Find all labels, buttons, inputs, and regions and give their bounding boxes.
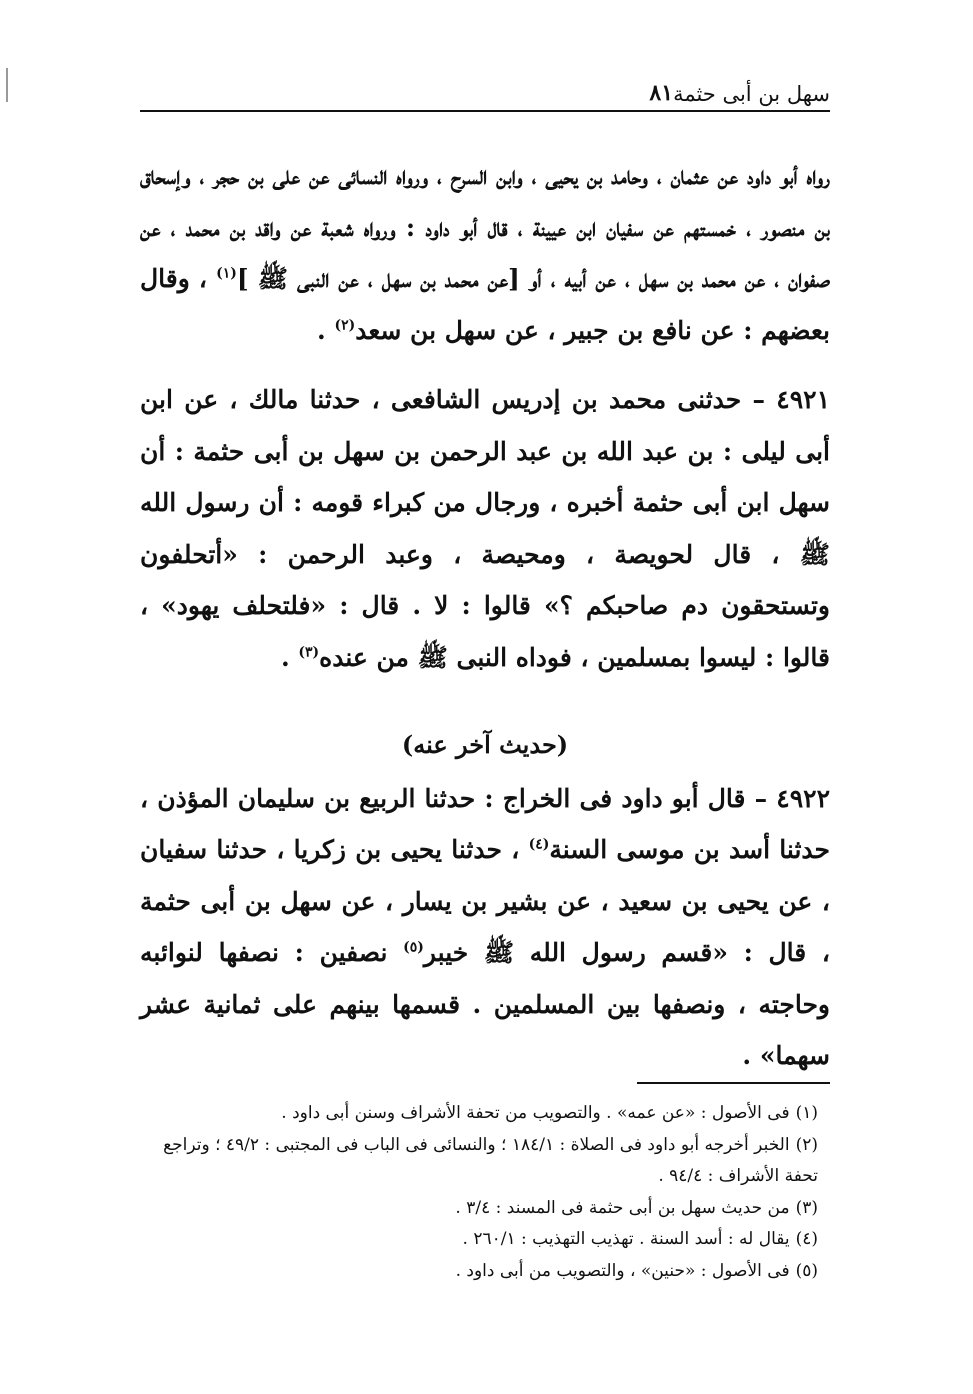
hadith-end: . [280, 642, 299, 672]
footnote-text: فى الأصول : «حنين» ، والتصويب من أبى داود . [455, 1260, 790, 1281]
hadith-text-2: ، حدثنا يحيى بن زكريا ، حدثنا سفيان ، عن يحيى بن سعيد ، عن بشير بن يسار ، عن سهل بن أبى حثمة ، قال : «قسم رسول الله ﷺ خيبر [140, 835, 830, 967]
page-number: ٨١ [649, 80, 674, 106]
footnotes [140, 1098, 830, 1287]
footnote-ref-4[interactable]: (٤) [528, 836, 550, 853]
footnote-number: (٥) [795, 1260, 818, 1281]
footnote-ref-2[interactable]: (٢) [334, 317, 356, 334]
hadith-text-3: نصفين : نصفها لنوائبه وحاجته ، ونصفها بين المسلمين . قسمها بينهم على ثمانية عشر سهما» . [140, 938, 830, 1070]
paragraph-continuation [140, 150, 830, 356]
hadith-text: – حدثنى محمد بن إدريس الشافعى ، حدثنا مالك ، عن ابن أبى ليلى : بن عبد الله بن عبد الرحمن بن سهل بن أبى حثمة : أن سهل ابن أبى حثمة أخبره ، ورجال من كبراء قومه : أن رسول الله ﷺ ، قال لحويصة ، ومحيصة ، وعبد الرحمن : «أتحلفون وتستحقون دم صاحبكم ؟» قالوا : لا . قال : «فلتحلف يهود» ، قالوا : ليسوا بمسلمين ، فوداه النبى ﷺ من عنده [140, 385, 830, 672]
paragraph-text-2: ، وقال بعضهم : عن نافع بن جبير ، عن سهل بن سعد [140, 264, 830, 345]
scan-margin-mark [6, 68, 8, 102]
page-header [140, 62, 830, 106]
footnote-3 [140, 1193, 830, 1225]
footnote-text: فى الأصول : «عن عمه» . والتصويب من تحفة الأشراف وسنن أبى داود . [281, 1103, 790, 1123]
hadith-4921 [140, 374, 830, 683]
section-heading: (حديث آخر عنه) [401, 730, 569, 759]
footnote-rule [637, 1082, 830, 1084]
footnote-1 [140, 1098, 830, 1130]
footnote-text: من حديث سهل بن أبى حثمة فى المسند : ٣/٤ . [455, 1197, 790, 1218]
footnote-5 [140, 1256, 830, 1288]
footnote-number: (٣) [795, 1197, 818, 1218]
hadith-4922 [140, 773, 830, 1082]
paragraph-text: رواه أبو داود عن عثمان ، وحامد بن يحيى ، وابن السرح ، ورواه النسائى عن على بن حجر ، وإسحاق بن منصور ، خمستهم عن سفيان ابن عيينة ، قال أبو داود : ورواه شعبة عن واقد بن محمد ، عن صفوان ، عن محمد بن سهل ، عن أبيه ، أو [عن محمد بن سهل ، عن النبى ﷺ ] [140, 161, 831, 293]
footnote-number: (١) [795, 1103, 818, 1123]
hadith-text: – قال أبو داود فى الخراج : حدثنا الربيع بن سليمان المؤذن ، حدثنا أسد بن موسى السنة [140, 783, 830, 864]
main-text [140, 150, 830, 1082]
footnote-ref-3[interactable]: (٣) [298, 644, 320, 661]
hadith-number: ٤٩٢٢ [776, 783, 830, 813]
footnote-text: الخبر أخرجه أبو داود فى الصلاة : ١٨٤/١ ؛ والنسائى فى الباب فى المجتبى : ٤٩/٢ ؛ وتراجع تحفة الأشراف : ٩٤/٤ . [163, 1134, 818, 1186]
hadith-number: ٤٩٢١ [776, 385, 830, 414]
footnote-2 [140, 1130, 830, 1193]
footnote-4 [140, 1224, 830, 1256]
footnote-ref-5[interactable]: (٥) [403, 939, 424, 956]
paragraph-text-3: . [317, 315, 335, 345]
footnote-text: يقال له : أسد السنة . تهذيب التهذيب : ٢٦٠/١ . [462, 1229, 790, 1249]
header-rule [140, 110, 830, 112]
running-title: سهل بن أبى حثمة [673, 82, 830, 106]
footnote-ref-1[interactable]: (١) [216, 265, 237, 282]
footnote-number: (٢) [795, 1134, 818, 1155]
footnote-number: (٤) [795, 1229, 818, 1249]
